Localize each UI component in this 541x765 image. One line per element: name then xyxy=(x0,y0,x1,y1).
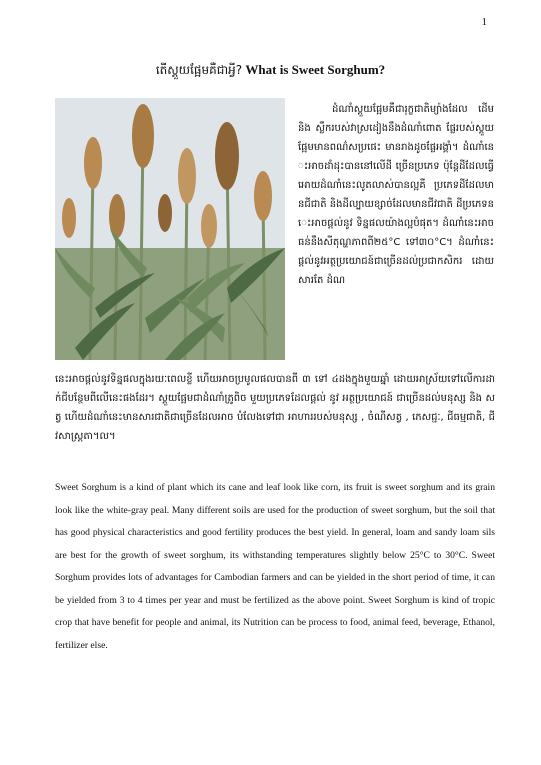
title-english: What is Sweet Sorghum? xyxy=(245,62,386,77)
title-khmer: តើស្គួយផ្អែមគឺជាអ្វី? xyxy=(155,63,243,77)
page-title xyxy=(0,62,541,80)
khmer-side-text: ដំណាំស្គួយផ្អែមគឺជារុក្ខជាតិម្យ៉ាងដែល ដើម និង ស្លឹករបស់វាស្រដៀងនឹងដំណាំពោត ផ្លែរបស់ស្គួយផ្អែមមានពណ៌សប្រផេះ មានរាងដូចផ្លែអង្គាំ។ ដំណាំនេះអាចដាំដុះបាននៅលើដី ច្រើនប្រភេទ ប៉ុន្តែដីដែលធ្វើអោយដំណាំនេះលូតលាស់បានល្អគឺ ប្រភេទដីដែលមានជីជាតិ និងដីល្បាយខ្សាច់ដែលមានជីវជាតិ ដីប្រភេទនេះអាចផ្តល់នូវ ទិន្នផលយ៉ាងល្អបំផុត។ ដំណាំនេះអាចធន់នឹងសីតុណ្ហភាពពី២៥°C ទៅ៣០°C។ ដំណាំនេះផ្តល់នូវអត្ថប្រយោជន៍ជាច្រើនដល់ប្រជាកសិករ ដោយសារតែ ដំណ xyxy=(298,104,494,286)
sorghum-photo xyxy=(55,98,285,360)
khmer-paragraph-side xyxy=(298,100,494,366)
sorghum-illustration xyxy=(55,98,285,360)
english-paragraph: Sweet Sorghum is a kind of plant which its cane and leaf look like corn, its fruit is sweet sorghum and its grain look like the white-gray peal. Many different soils are used for the production of sweet sorghum, but the soil that has good physical characteristics and good fertility produces the best yield. In general, loam and sandy loam sils are best for the growth of sweet sorghum, its withstanding temperatures slightly below 25°C to 30°C. Sweet Sorghum provides lots of advantages for Cambodian farmers and can be yielded in the short period of time, it can be yielded from 3 to 4 times per year and must be fertilized as the above point. Sweet Sorghum is kind of tropic crop that have benefit for people and animal, its Nutrition can be process to food, animal feed, beverage, Ethanol, fertilizer else. xyxy=(55,482,495,651)
khmer-paragraph-full: នេះអាចផ្តល់នូវទិន្នផលក្នុងរយៈពេលខ្លី ហើយអាចប្រមូលផលបានពី ៣ ទៅ ៤ដងក្នុងមួយឆ្នាំ ដោយអាស្រ័យទៅលើការដាក់ជីបន្ថែមពីលើនេះផងដែរ។ ស្គួយផ្អែមជាដំណាំត្រូពិច មួយប្រភេទដែលផ្តល់ នូវ អត្ថប្រយោជន៍ ជាច្រើនដល់មនុស្ស និង សត្វ ហើយដំណាំនេះមានសារជាតិជាច្រើនដែលអាច បំលែងទៅជា អាហាររបស់មនុស្ស , ចំណីសត្វ , ភេសជ្ជៈ, ជីធម្មជាតិ, ជីវសាស្រ្តតា។ល។ xyxy=(55,374,495,442)
page-number: 1 xyxy=(481,16,487,28)
